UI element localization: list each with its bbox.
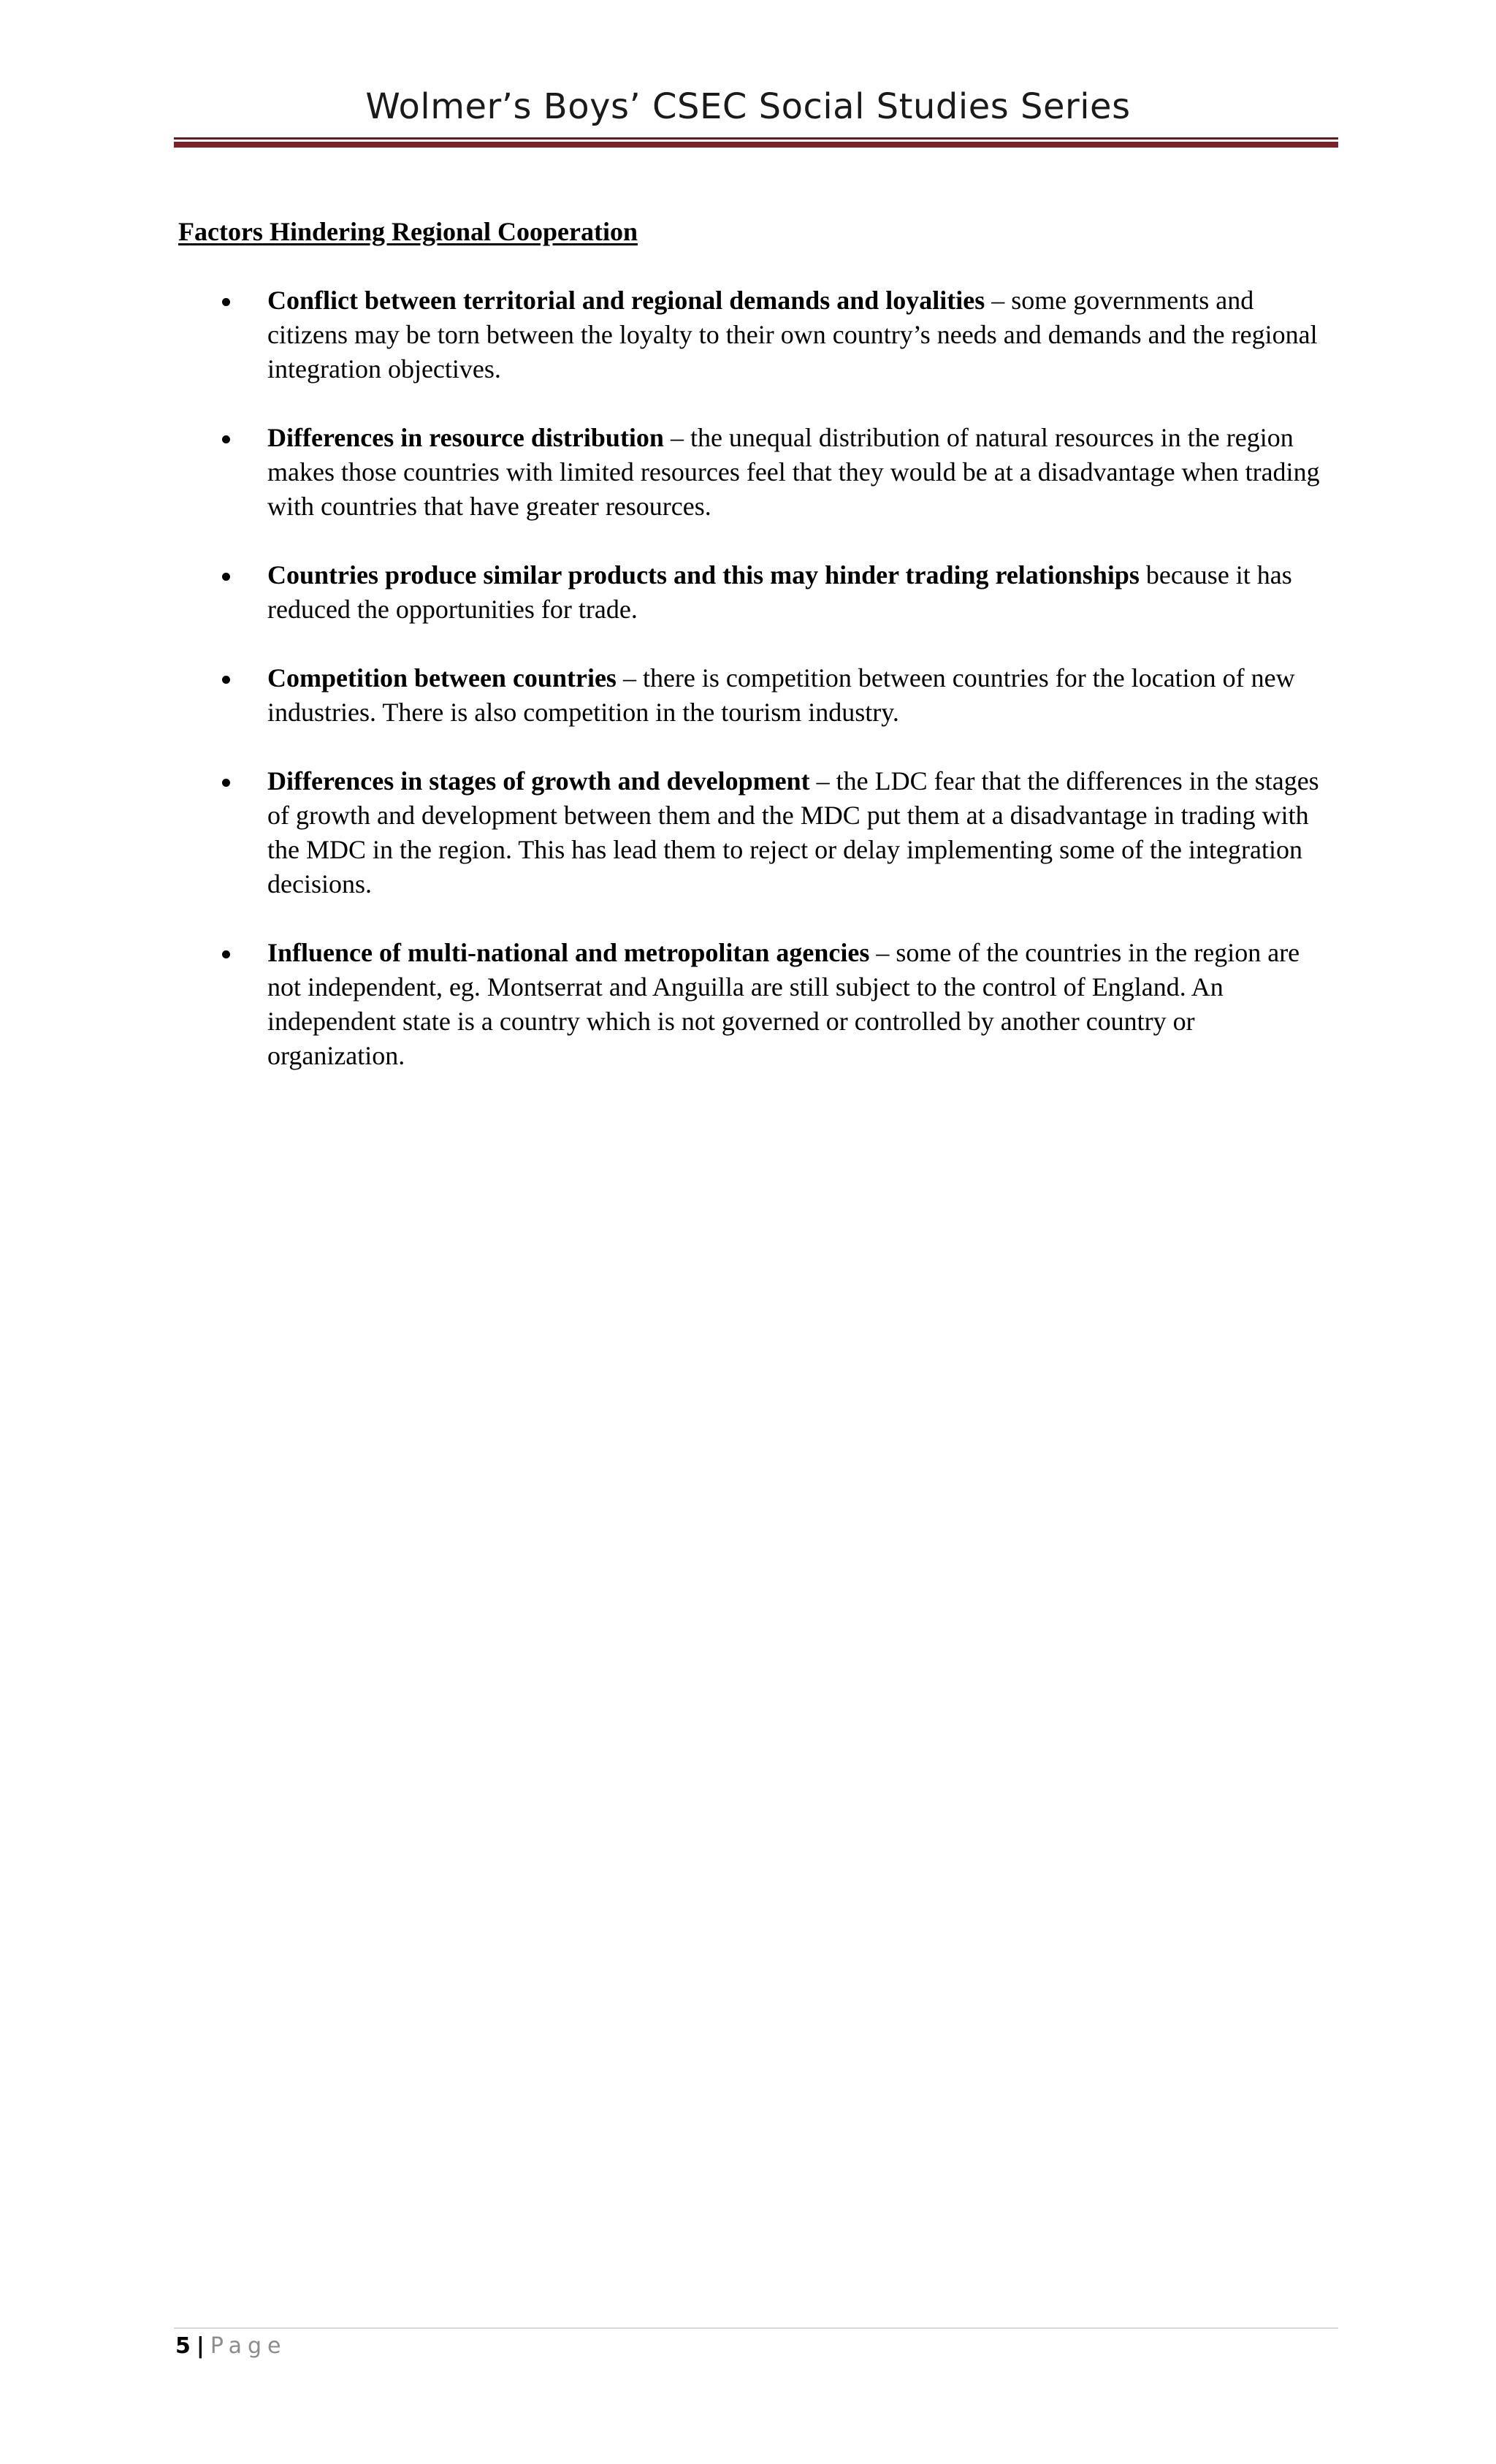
bullet-icon xyxy=(222,779,230,787)
list-item xyxy=(216,283,1338,386)
item-text: – there is competition between countries for the location of new industries. There is also competition in the tourism industry. xyxy=(267,663,1295,727)
page-header-title: Wolmer’s Boys’ CSEC Social Studies Series xyxy=(365,86,1131,127)
list-item xyxy=(216,661,1338,730)
item-lead: Countries produce similar products and this may hinder trading relationships xyxy=(267,560,1140,590)
bullet-icon xyxy=(222,950,230,958)
item-text: – some governments and citizens may be torn between the loyalty to their own country’s needs and demands and the regional integration objectives. xyxy=(267,286,1318,384)
header-divider xyxy=(174,137,1338,148)
item-lead: Influence of multi-national and metropolitan agencies xyxy=(267,938,870,967)
footer-divider xyxy=(174,2327,1338,2329)
bullet-icon xyxy=(222,435,230,443)
item-text: – the unequal distribution of natural resources in the region makes those countries with limited resources feel that they would be at a disadvantage when trading with countries that have greater resources. xyxy=(267,423,1320,521)
factors-list xyxy=(216,283,1338,1107)
item-text: – the LDC fear that the differences in the stages of growth and development between them and the MDC put them at a disadvantage in trading with the MDC in the region. This has lead them to reject or delay implementing some of the integration decisions. xyxy=(267,766,1319,899)
bullet-icon xyxy=(222,676,230,684)
list-item xyxy=(216,936,1338,1073)
list-item xyxy=(216,764,1338,901)
bullet-icon xyxy=(222,573,230,581)
item-text: because it has reduced the opportunities for trade. xyxy=(267,560,1292,624)
item-lead: Differences in stages of growth and development xyxy=(267,766,810,796)
item-lead: Competition between countries xyxy=(267,663,617,693)
bullet-icon xyxy=(222,298,230,306)
page-label: Page xyxy=(210,2333,287,2359)
header-divider-thin xyxy=(174,137,1338,140)
page-number: 5 xyxy=(175,2333,191,2359)
item-lead: Differences in resource distribution xyxy=(267,423,664,452)
item-lead: Conflict between territorial and regional demands and loyalities xyxy=(267,286,985,315)
list-item xyxy=(216,421,1338,524)
footer-separator: | xyxy=(196,2333,205,2359)
section-heading: Factors Hindering Regional Cooperation xyxy=(178,217,638,246)
list-item xyxy=(216,558,1338,627)
page-footer xyxy=(175,2333,286,2359)
item-text: – some of the countries in the region are not independent, eg. Montserrat and Anguilla are still subject to the control of England. An independent state is a country which is not governed or controlled by another country or organization. xyxy=(267,938,1300,1070)
header-divider-thick xyxy=(174,142,1338,148)
